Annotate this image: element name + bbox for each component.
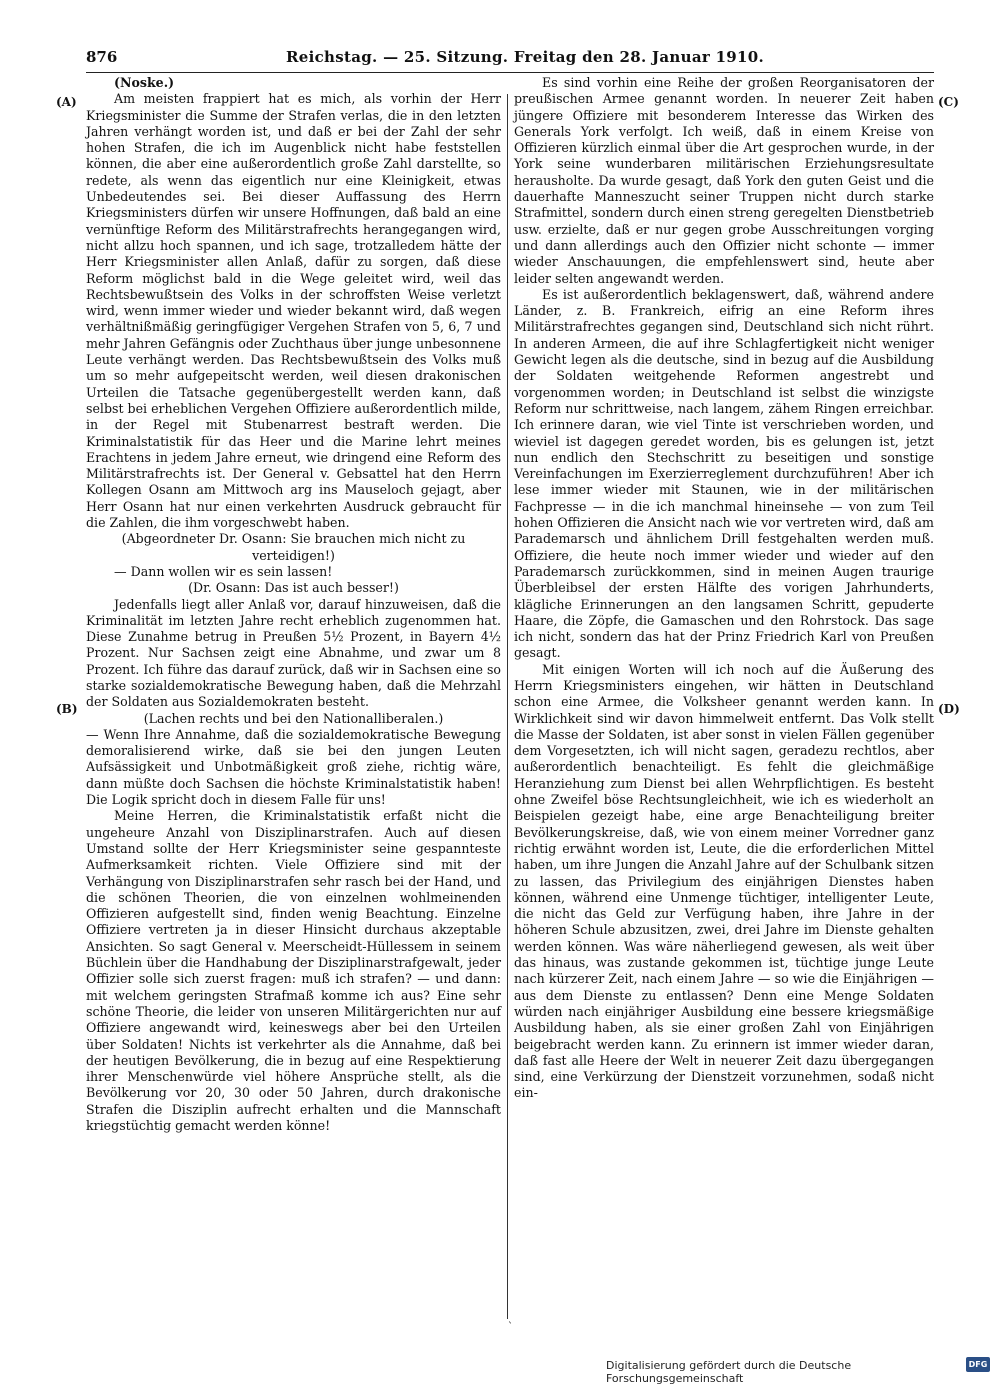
speaker-name: (Noske.)	[114, 75, 175, 90]
margin-marker-c: (C)	[938, 95, 959, 109]
header-rule	[86, 72, 934, 73]
paragraph: Am meisten frappiert hat es mich, als vorhin der Herr Kriegsminister die Summe der Strafen verlas, die in den letzten Jahren verhängt worden ist, und daß er bei der Zahl der sehr hohen Strafen, die ich im Augenblick nicht habe feststellen können, die aber eine außerordentlich große Zahl darstellte, so redete, als wenn das eigentlich nur eine Kleinigkeit, etwas Unbedeutendes sei. Bei dieser Auffassung des Herrn Kriegsministers dürfen wir unsere Hoffnungen, daß bald an eine vernünftige Reform des Militärstrafrechts herangegangen wird, nicht allzu hoch spannen, und ich sage, trotzalledem hätte der Herr Kriegsminister allen Anlaß, dafür zu sorgen, daß diese Reform möglichst bald in die Wege geleitet wird, weil das Rechtsbewußtsein des Volks in der schroffsten Weise verletzt wird, wenn immer wieder und wieder bekannt wird, daß wegen verhältnißmäßig geringfügiger Vergehen Strafen von 5, 6, 7 und mehr Jahren Gefängnis oder Zuchthaus über junge unbesonnene Leute verhängt werden. Das Rechtsbewußtsein des Volks muß um so mehr aufgepeitscht werden, weil diesen drakonischen Urteilen die Tatsache gegenübergestellt werden kann, daß selbst bei erheblichen Vergehen Offiziere außerordentlich milde, in der Regel mit Stubenarrest bestraft werden. Die Kriminalstatistik für das Heer und die Marine lehrt meines Erachtens in jedem Jahre erneut, wie dringend eine Reform des Militärstrafrechts ist. Der General v. Gebsattel hat den Herrn Kollegen Osann am Mittwoch arg ins Mauseloch gejagt, aber Herr Osann hat nur einen verkehrten Ausdruck gebraucht für die Zahlen, die ihm vorgeschwebt haben.	[86, 91, 501, 531]
page-header	[86, 48, 934, 70]
digitization-note: Digitalisierung gefördert durch die Deutsche Forschungsgemeinschaft	[606, 1359, 852, 1385]
margin-marker-a: (A)	[56, 95, 77, 109]
dfg-logo-icon: DFG	[966, 1357, 990, 1372]
interjection: (Lachen rechts und bei den Nationalliberalen.)	[143, 710, 444, 726]
footer	[606, 1357, 988, 1385]
margin-marker-b: (B)	[56, 702, 78, 716]
paragraph: — Dann wollen wir es sein lassen!	[114, 563, 333, 579]
running-head: Reichstag. — 25. Sitzung. Freitag den 28. Januar 1910.	[286, 48, 765, 66]
margin-marker-d: (D)	[938, 702, 960, 716]
interjection: (Dr. Osann: Das ist auch besser!)	[188, 580, 399, 596]
bottom-mark: `	[508, 1322, 513, 1333]
interjection: (Abgeordneter Dr. Osann: Sie brauchen mich nicht zu verteidigen!)	[121, 531, 466, 563]
paragraph: Es ist außerordentlich beklagenswert, daß, während andere Länder, z. B. Frankreich, eifrig an eine Reform ihres Militärstrafrechtes gegangen sind, Deutschland sich nicht rührt. In anderen Armeen, die auf ihre Schlagfertigkeit nicht weniger Gewicht legen als die deutsche, sind in bezug auf die Ausbildung der Soldaten weitgehende Reformen angestrebt und vorgenommen worden; in Deutschland ist selbst die winzigste Reform nur schrittweise, nach langem, zähem Ringen erreichbar. Ich erinnere daran, wie viel Tinte ist verschrieben worden, und wieviel ist dagegen geredet worden, bis es gelungen ist, jetzt nun endlich den Stechschritt zu beseitigen und sonstige Vereinfachungen im Exerzierreglement durchzuführen! Aber ich lese immer wieder mit Staunen, wie in der militärischen Fachpresse — in die ich manchmal hineinsehe — von zum Teil hohen Offizieren die Ansicht nach wie vor vertreten wird, daß am Parademarsch und ähnlichem Drill festgehalten werden muß. Offiziere, die heute noch immer wieder und wieder auf den Parademarsch zurückkommen, sind in meinen Augen traurige Überbleibsel der ersten Hälfte des vorigen Jahrhunderts, klägliche Erinnerungen an den langsamen Schritt, gepuderte Haare, die Zöpfe, die Gamaschen und den Rohrstock. Das sage ich nicht, sondern das hat der Prinz Friedrich Karl von Preußen gesagt.	[514, 286, 934, 661]
paragraph: Meine Herren, die Kriminalstatistik erfaßt nicht die ungeheure Anzahl von Disziplinarstrafen. Auch auf diesen Umstand sollte der Herr Kriegsminister seine gespannteste Aufmerksamkeit richten. Viele Offiziere sind mit der Verhängung von Disziplinarstrafen sehr rasch bei der Hand, und die schönen Theorien, die von einzelnen wohlmeinenden Offizieren aufgestellt sind, finden wenig Beachtung. Einzelne Offiziere vertreten ja in dieser Hinsicht durchaus akzeptable Ansichten. So sagt General v. Meerscheidt-Hüllessem in seinem Büchlein über die Handhabung der Disziplinarstrafgewalt, jeder Offizier solle sich zuerst fragen: muß ich strafen? — und dann: mit welchem geringsten Strafmaß komme ich aus? Eine sehr schöne Theorie, die leider von unseren Militärgerichten nur auf Offiziere angewandt wird, keineswegs aber bei den Urteilen über Soldaten! Nichts ist verkehrter als die Annahme, daß bei der heutigen Bevölkerung, die in bezug auf eine Respektierung ihrer Menschenwürde viel höhere Ansprüche stellt, als die Bevölkerung vor 20, 30 oder 50 Jahren, durch drakonische Strafen die Disziplin aufrecht erhalten und die Mannschaft kriegstüchtig gemacht werden könne!	[86, 808, 501, 1133]
paragraph: — Wenn Ihre Annahme, daß die sozialdemokratische Bewegung demoralisierend wirke, daß sie bei den jungen Leuten Aufsässigkeit und Unbotmäßigkeit groß ziehe, richtig wäre, dann müßte doch Sachsen die höchste Kriminalstatistik haben! Die Logik spricht doch in diesem Falle für uns!	[86, 726, 501, 808]
column-divider	[507, 94, 508, 1319]
paragraph: Es sind vorhin eine Reihe der großen Reorganisatoren der preußischen Armee genannt worden. In neuerer Zeit haben jüngere Offiziere mit besonderem Interesse das Wirken des Generals York verfolgt. Ich weiß, daß in einem Kreise von Offizieren kürzlich einmal über die Art gesprochen wurde, in der York seine wunderbaren militärischen Erziehungsresultate herausholte. Da wurde gesagt, daß York den guten Geist und die dauerhafte Manneszucht seiner Truppen nicht durch starke Strafmittel, sondern durch einen streng geregelten Dienstbetrieb usw. erzielte, daß er nur gegen grobe Ausschreitungen vorging und dann allerdings auch den Offizier nicht schonte — immer wieder Anschauungen, die empfehlenswert sind, heute aber leider selten angewandt werden.	[514, 75, 934, 286]
paragraph: Mit einigen Worten will ich noch auf die Äußerung des Herrn Kriegsministers eingehen, wir hätten in Deutschland schon eine Armee, die Volksheer genannt werden kann. In Wirklichkeit sind wir davon himmelweit entfernt. Das Volk stellt die Masse der Soldaten, ist aber sonst in vielen Fällen gegenüber dem Vorgesetzten, ich will nicht sagen, geradezu rechtlos, aber außerordentlich benachteiligt. Es fehlt die gleichmäßige Heranziehung zum Dienst bei allen Wehrpflichtigen. Es besteht ohne Zweifel böse Rechtsungleichheit, wie ich es wiederholt an Beispielen gezeigt habe, eine arge Benachteiligung breiter Bevölkerungskreise, daß, wie von einem meiner Vorredner ganz richtig erwähnt worden ist, Leute, die die erforderlichen Mittel haben, um ihre Jungen die Anzahl Jahre auf der Schulbank sitzen zu lassen, das Privilegium des einjährigen Dienstes haben können, während eine Unmenge tüchtiger, intelligenter Leute, die nicht das Geld zur Verfügung haben, ihre Jahre in der höheren Schule abzusitzen, zwei, drei Jahre im Dienste gehalten werden können. Was wäre näherliegend gewesen, als weit über das hinaus, was zustande gekommen ist, tüchtige junge Leute nach kürzerer Zeit, nach einem Jahre — so wie die Einjährigen — aus dem Dienste zu entlassen? Denn eine Menge Soldaten würden nach einjähriger Ausbildung eine bessere kriegsmäßige Ausbildung haben, als sie einer großen Zahl von Einjährigen beigebracht werden kann. Zu erinnern ist immer wieder daran, daß fast alle Heere der Welt in neuerer Zeit dazu übergegangen sind, eine Verkürzung der Dienstzeit vorzunehmen, sodaß nicht ein-	[514, 661, 934, 1101]
right-column	[514, 75, 934, 1102]
left-column	[86, 75, 501, 1134]
paragraph: Jedenfalls liegt aller Anlaß vor, darauf hinzuweisen, daß die Kriminalität im letzten Jahre recht erheblich zugenommen hat. Diese Zunahme betrug in Preußen 5½ Prozent, in Bayern 4½ Prozent. Nur Sachsen zeigt eine Abnahme, und zwar um 8 Prozent. Ich führe das darauf zurück, daß wir in Sachsen eine so starke sozialdemokratische Bewegung haben, daß die Mehrzahl der Soldaten aus Sozialdemokraten besteht.	[86, 596, 501, 710]
page-number: 876	[86, 48, 118, 66]
